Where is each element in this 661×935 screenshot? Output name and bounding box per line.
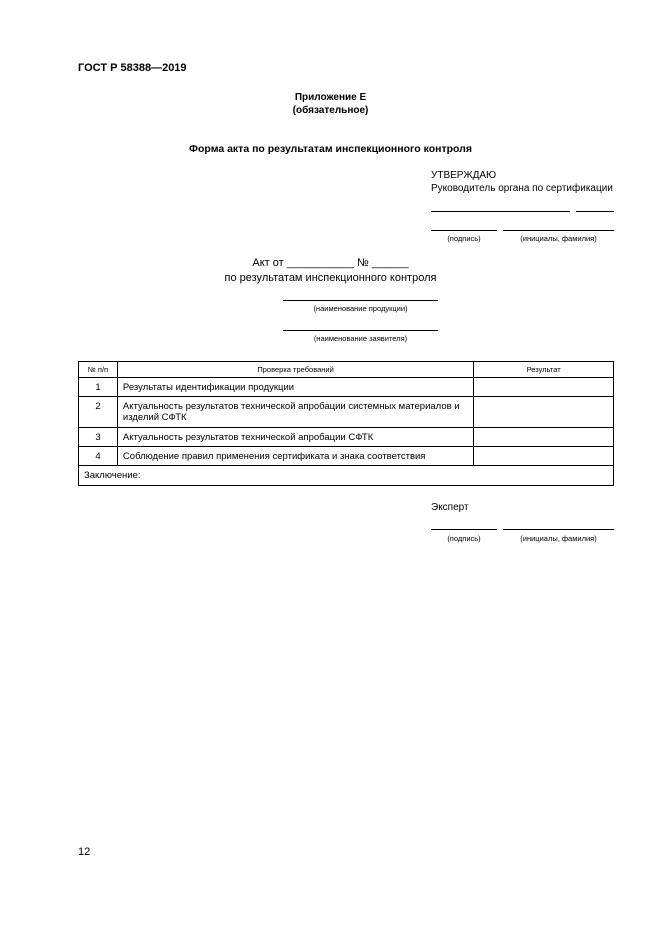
product-blank-line xyxy=(283,300,438,301)
page-number: 12 xyxy=(78,846,91,858)
approver-name-line xyxy=(503,230,614,231)
product-caption: (наименование продукции) xyxy=(313,304,408,313)
row-number: 2 xyxy=(79,397,118,428)
table-row xyxy=(79,428,614,447)
row-result xyxy=(474,447,614,466)
document-header: ГОСТ Р 58388—2019 xyxy=(78,62,187,74)
col-header-result: Результат xyxy=(474,362,614,378)
approve-label: УТВЕРЖДАЮ xyxy=(431,170,497,181)
row-result xyxy=(474,378,614,397)
table-header-row xyxy=(79,362,614,378)
applicant-blank-line xyxy=(283,330,438,331)
act-subtitle: по результатам инспекционного контроля xyxy=(224,272,437,284)
row-number: 1 xyxy=(79,378,118,397)
position-blank-line xyxy=(431,211,570,212)
approver-signature-caption: (подпись) xyxy=(447,234,481,243)
row-requirement: Актуальность результатов технической апробации системных материалов и изделий СФТК xyxy=(117,397,473,428)
approver-name-caption: (инициалы, фамилия) xyxy=(520,234,597,243)
row-result xyxy=(474,428,614,447)
col-header-check: Проверка требований xyxy=(117,362,473,378)
position-blank-line-short xyxy=(576,211,614,212)
approver-signature-line xyxy=(431,230,497,231)
appendix-status: (обязательное) xyxy=(292,105,369,116)
expert-signature-line xyxy=(431,529,497,530)
appendix-title: Приложение Е xyxy=(294,92,367,103)
conclusion-row xyxy=(79,466,614,486)
conclusion-cell: Заключение: xyxy=(79,466,614,486)
table-row xyxy=(79,447,614,466)
row-number: 3 xyxy=(79,428,118,447)
row-requirement: Результаты идентификации продукции xyxy=(117,378,473,397)
approver-position: Руководитель органа по сертификации xyxy=(431,183,613,194)
expert-name-caption: (инициалы, фамилия) xyxy=(520,534,597,543)
applicant-caption: (наименование заявителя) xyxy=(313,334,408,343)
requirements-table xyxy=(78,361,614,486)
table-row xyxy=(79,378,614,397)
row-number: 4 xyxy=(79,447,118,466)
appendix-heading xyxy=(0,91,661,117)
expert-signature-caption: (подпись) xyxy=(447,534,481,543)
act-number-line: Акт от ___________ № ______ xyxy=(252,257,409,269)
expert-label: Эксперт xyxy=(431,502,469,513)
col-header-number: № п/п xyxy=(79,362,118,378)
form-title: Форма акта по результатам инспекционного контроля xyxy=(189,143,472,155)
row-requirement: Актуальность результатов технической апробации СФТК xyxy=(117,428,473,447)
table-row xyxy=(79,397,614,428)
row-result xyxy=(474,397,614,428)
row-requirement: Соблюдение правил применения сертификата и знака соответствия xyxy=(117,447,473,466)
expert-name-line xyxy=(503,529,614,530)
